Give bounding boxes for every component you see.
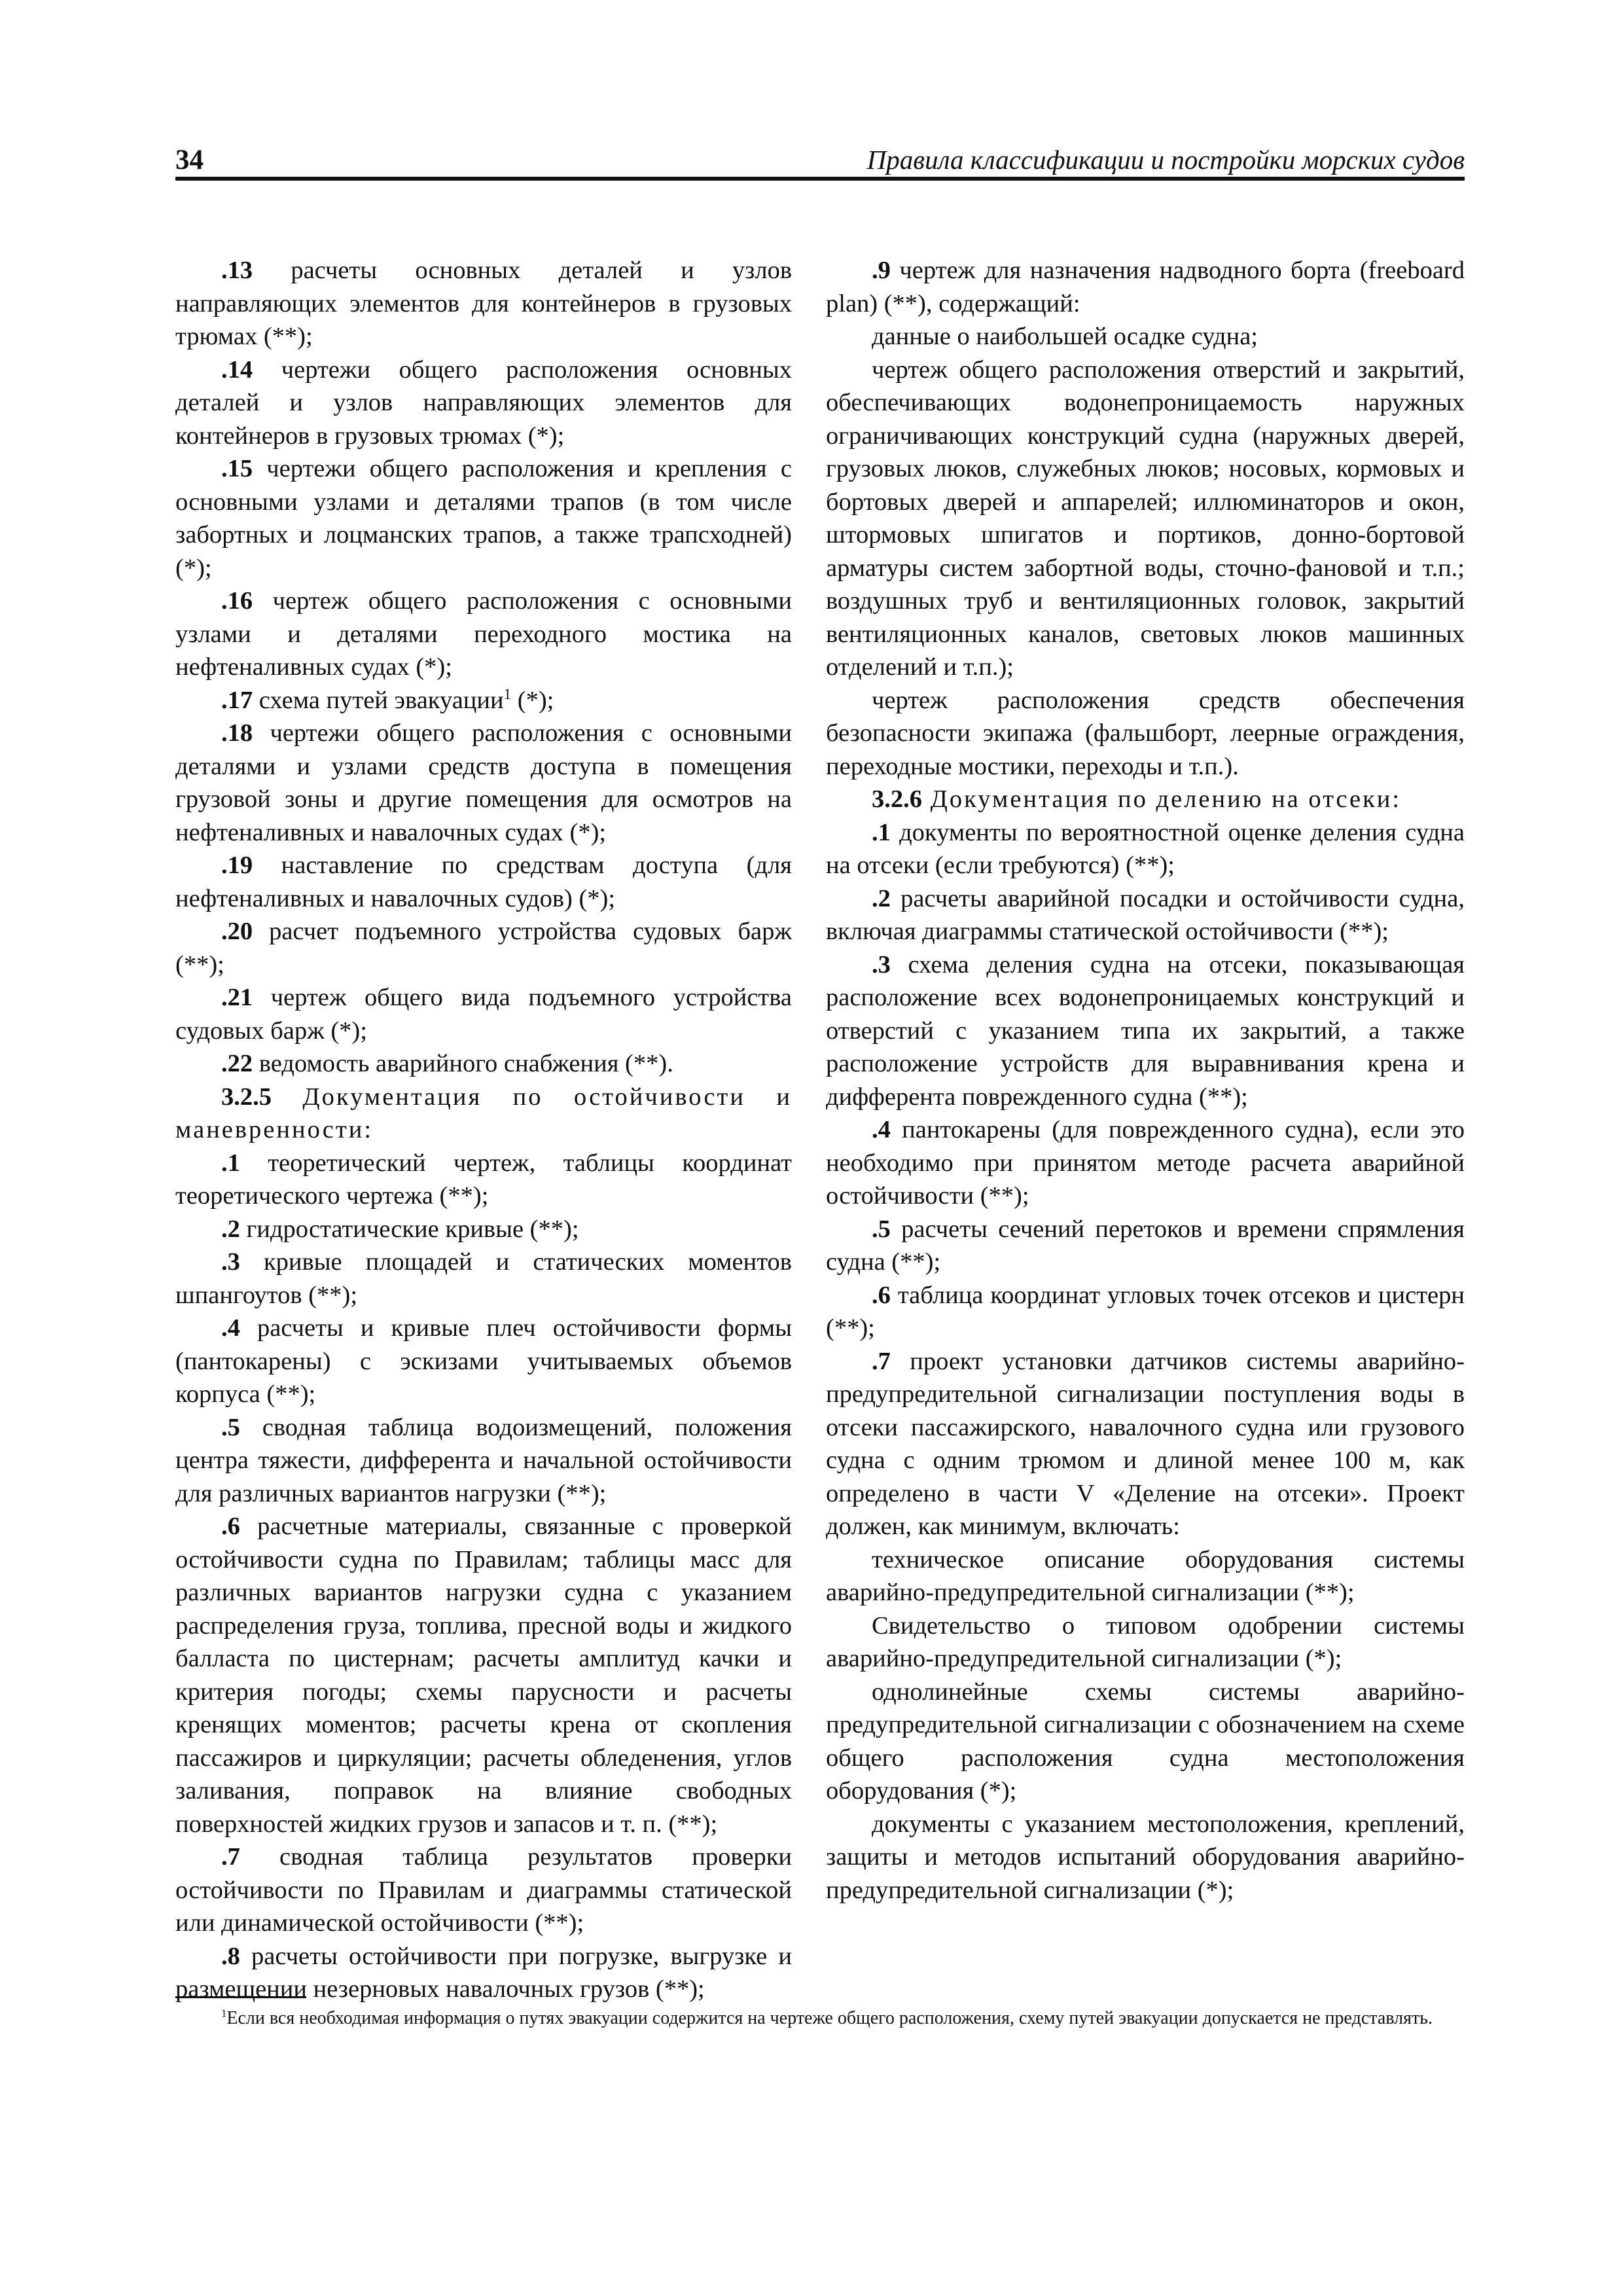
paragraph-text: сводная таблица результатов проверки остойчивости по Правилам и диаграммы статической или динамической остойчивости (**);	[175, 1843, 792, 1937]
paragraph	[826, 1345, 1465, 1543]
item-number: 3.2.5	[221, 1083, 272, 1111]
paragraph-text: расчеты сечений перетоков и времени спрямления судна (**);	[826, 1215, 1465, 1276]
item-number: .15	[221, 455, 253, 482]
paragraph	[826, 353, 1465, 684]
item-number: .16	[221, 587, 253, 615]
paragraph	[175, 915, 792, 981]
paragraph	[175, 1411, 792, 1511]
paragraph	[175, 684, 792, 717]
paragraph-text: схема деления судна на отсеки, показывающая расположение всех водонепроницаемых конструкций и отверстий с указанием типа их закрытий, а также расположение устройств для выравнивания крена и дифферента поврежденного судна (**);	[826, 950, 1465, 1111]
paragraph-text: теоретический чертеж, таблицы координат теоретического чертежа (**);	[175, 1149, 792, 1210]
paragraph	[826, 1279, 1465, 1345]
paragraph-text: Свидетельство о типовом одобрении системы аварийно-предупредительной сигнализации (*);	[826, 1611, 1465, 1672]
item-number: .22	[221, 1050, 253, 1077]
paragraph-text: пантокарены (для поврежденного судна), если это необходимо при принятом методе расчета аварийной остойчивости (**);	[826, 1116, 1465, 1210]
paragraph	[175, 1312, 792, 1411]
paragraph	[826, 783, 1465, 816]
paragraph-text: документы с указанием местоположения, креплений, защиты и методов испытаний оборудования аварийно-предупредительной сигнализации (*);	[826, 1810, 1465, 1904]
item-number: .4	[221, 1314, 240, 1342]
footnote	[175, 2007, 1465, 2030]
item-number: .21	[221, 984, 253, 1011]
item-number: .5	[872, 1215, 891, 1243]
item-number: .20	[221, 918, 253, 945]
paragraph-text: документы по вероятностной оценке деления судна на отсеки (если требуются) (**);	[826, 818, 1465, 879]
paragraph	[826, 684, 1465, 783]
paragraph	[175, 584, 792, 684]
paragraph-text: чертеж расположения средств обеспечения безопасности экипажа (фальшборт, леерные ограждения, переходные мостики, переходы и т.п.).	[826, 686, 1465, 780]
item-number: .3	[872, 950, 891, 978]
item-number: .17	[221, 686, 253, 714]
page-number: 34	[175, 145, 204, 175]
paragraph	[826, 948, 1465, 1114]
paragraph-text: однолинейные схемы системы аварийно-предупредительной сигнализации с обозначением на схеме общего расположения судна местоположения оборудования (*);	[826, 1677, 1465, 1804]
item-number: .7	[221, 1843, 240, 1871]
paragraph-text: гидростатические кривые (**);	[240, 1215, 579, 1243]
paragraph-text: таблица координат угловых точек отсеков и цистерн (**);	[826, 1281, 1465, 1342]
paragraph	[826, 1808, 1465, 1907]
paragraph	[826, 1213, 1465, 1279]
item-number: .9	[872, 257, 891, 284]
footnote-rule	[175, 1996, 306, 1998]
paragraph-text: техническое описание оборудования системы аварийно-предупредительной сигнализации (**);	[826, 1545, 1465, 1606]
paragraph-text: (*);	[511, 686, 554, 714]
paragraph-text: сводная таблица водоизмещений, положения центра тяжести, дифферента и начальной остойчивости для различных вариантов нагрузки (**);	[175, 1413, 792, 1507]
paragraph	[826, 254, 1465, 320]
paragraph	[175, 1510, 792, 1840]
paragraph-text: схема путей эвакуации	[253, 686, 504, 714]
paragraph	[175, 717, 792, 849]
running-title: Правила классификации и постройки морских судов	[866, 145, 1465, 175]
paragraph	[175, 452, 792, 584]
paragraph-text: расчет подъемного устройства судовых барж (**);	[175, 918, 792, 978]
paragraph	[826, 320, 1465, 353]
paragraph	[175, 1147, 792, 1213]
paragraph-text: данные о наибольшей осадке судна;	[872, 323, 1258, 350]
item-number: .19	[221, 852, 253, 879]
footnote-marker: 1	[221, 2007, 227, 2020]
left-column	[175, 254, 792, 2006]
paragraph-text: проект установки датчиков системы аварийно-предупредительной сигнализации поступления воды в отсеки пассажирского, навалочного судна или грузового судна с одним трюмом и длиной менее 100 м, как определено в части V «Деление на отсеки». Проект должен, как минимум, включать:	[826, 1347, 1465, 1540]
header-rule	[175, 177, 1465, 181]
item-number: .5	[221, 1413, 240, 1441]
paragraph	[175, 1047, 792, 1081]
right-column	[826, 254, 1465, 1907]
paragraph-text: расчеты и кривые плеч остойчивости формы (пантокарены) с эскизами учитываемых объемов корпуса (**);	[175, 1314, 792, 1408]
item-number: .2	[872, 884, 891, 912]
item-number: .14	[221, 355, 253, 384]
paragraph-text: чертежи общего расположения основных деталей и узлов направляющих элементов для контейнеров в грузовых трюмах (*);	[175, 355, 792, 450]
section-heading: Документация по делению на отсеки:	[922, 785, 1402, 813]
item-number: .7	[872, 1347, 891, 1375]
paragraph	[826, 1113, 1465, 1213]
paragraph	[826, 816, 1465, 882]
item-number: .1	[872, 818, 891, 846]
paragraph	[826, 1676, 1465, 1808]
paragraph-text: чертежи общего расположения и крепления с основными узлами и деталями трапов (в том числе забортных и лоцманских трапов, а также трапсходней) (*);	[175, 455, 792, 582]
footnote-ref: 1	[503, 685, 512, 702]
paragraph	[175, 1081, 792, 1147]
item-number: .8	[221, 1942, 240, 1970]
paragraph-text: расчетные материалы, связанные с проверкой остойчивости судна по Правилам; таблицы масс для различных вариантов нагрузки судна с указанием распределения груза, топлива, пресной воды и жидкого балласта по цистернам; расчеты амплитуд качки и критерия погоды; схемы парусности и расчеты кренящих моментов; расчеты крена от скопления пассажиров и циркуляции; расчеты обледенения, углов заливания, поправок на влияние свободных поверхностей жидких грузов и запасов и т. п. (**);	[175, 1513, 792, 1838]
footnote-text: Если вся необходимая информация о путях эвакуации содержится на чертеже общего расположения, схему путей эвакуации допускается не представлять.	[226, 2008, 1433, 2028]
paragraph	[175, 981, 792, 1047]
item-number: .18	[221, 719, 253, 747]
item-number: .13	[221, 257, 253, 284]
paragraph-text: расчеты аварийной посадки и остойчивости судна, включая диаграммы статической остойчивости (**);	[826, 884, 1465, 945]
paragraph	[175, 1246, 792, 1312]
paragraph	[826, 1609, 1465, 1676]
paragraph	[175, 254, 792, 353]
item-number: .3	[221, 1248, 240, 1276]
paragraph	[175, 1213, 792, 1246]
paragraph-text: чертеж общего расположения с основными узлами и деталями переходного мостика на нефтеналивных судах (*);	[175, 587, 792, 681]
paragraph	[175, 1840, 792, 1940]
paragraph-text: кривые площадей и статических моментов шпангоутов (**);	[175, 1248, 792, 1309]
item-number: .6	[221, 1513, 240, 1540]
paragraph-text: ведомость аварийного снабжения (**).	[253, 1050, 673, 1077]
paragraph	[175, 353, 792, 453]
paragraph-text: расчеты основных деталей и узлов направляющих элементов для контейнеров в грузовых трюмах (**);	[175, 257, 792, 350]
paragraph-text: чертеж общего вида подъемного устройства судовых барж (*);	[175, 984, 792, 1045]
item-number: 3.2.6	[872, 785, 922, 813]
item-number: .4	[872, 1116, 891, 1143]
paragraph	[826, 1543, 1465, 1609]
paragraph-text: чертеж общего расположения отверстий и закрытий, обеспечивающих водонепроницаемость наружных ограничивающих конструкций судна (наружных дверей, грузовых люков, служебных люков; носовых, кормовых и бортовых дверей и аппарелей; иллюминаторов и окон, штормовых шпигатов и портиков, донно-бортовой арматуры систем забортной воды, сточно-фановой и т.п.; воздушных труб и вентиляционных головок, закрытий вентиляционных каналов, световых люков машинных отделений и т.п.);	[826, 355, 1465, 681]
section-heading: Документация по остойчивости и маневренности:	[175, 1083, 792, 1143]
paragraph	[826, 882, 1465, 948]
item-number: .2	[221, 1215, 240, 1243]
paragraph-text: чертеж для назначения надводного борта (freeboard plan) (**), содержащий:	[826, 257, 1465, 317]
paragraph-text: чертежи общего расположения с основными деталями и узлами средств доступа в помещения грузовой зоны и другие помещения для осмотров на нефтеналивных и навалочных судах (*);	[175, 719, 792, 846]
paragraph-text: наставление по средствам доступа (для нефтеналивных и навалочных судов) (*);	[175, 852, 792, 912]
paragraph-text: расчеты остойчивости при погрузке, выгрузке и размещении незерновых навалочных грузов (**);	[175, 1942, 792, 2003]
item-number: .1	[221, 1149, 240, 1177]
paragraph	[175, 849, 792, 915]
item-number: .6	[872, 1281, 891, 1309]
